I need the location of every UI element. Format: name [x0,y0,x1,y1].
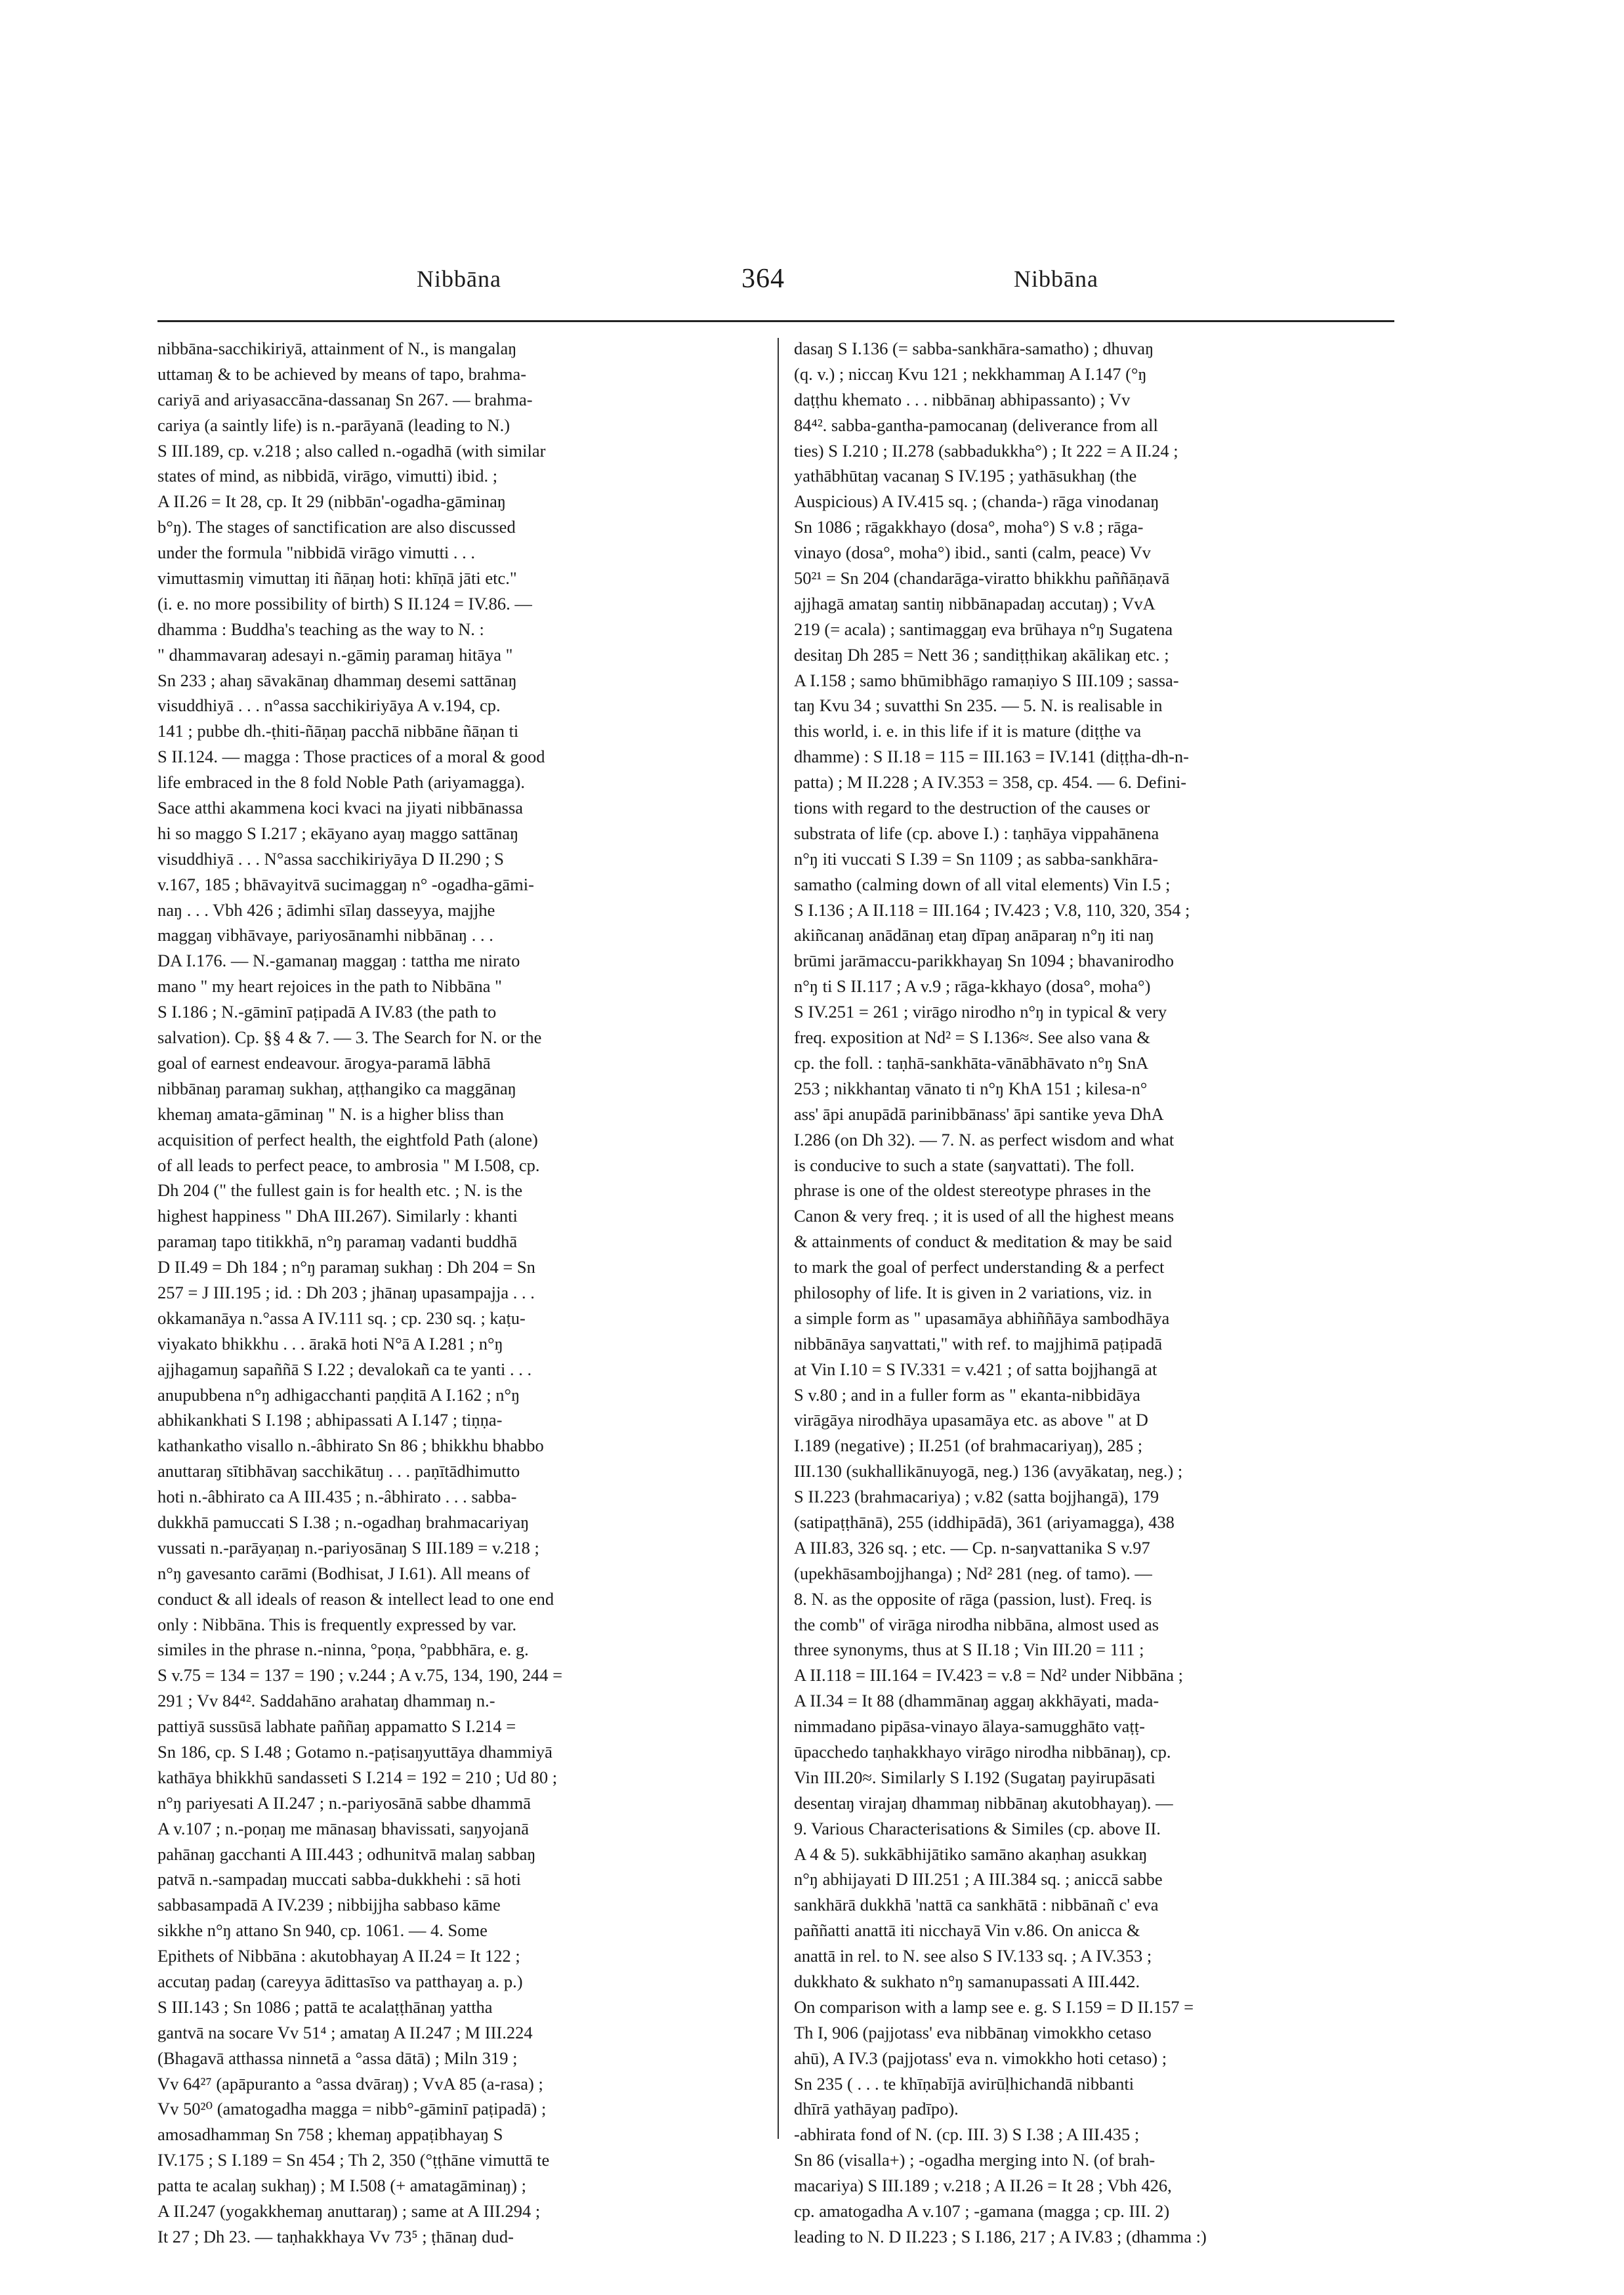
text-line: akiñcanaŋ anādānaŋ etaŋ dīpaŋ anāparaŋ n°ŋ iti naŋ [794,925,1154,945]
text-line: philosophy of life. It is given in 2 variations, viz. in [794,1282,1152,1302]
text-line: A III.83, 326 sq. ; etc. — Cp. n-saŋvattanika S v.97 [794,1537,1150,1558]
text-line: salvation). Cp. §§ 4 & 7. — 3. The Search for N. or the [157,1027,542,1048]
text-line: life embraced in the 8 fold Noble Path (ariyamagga). [157,772,525,793]
text-line: acquisition of perfect health, the eightfold Path (alone) [157,1129,538,1149]
text-line: anuttaraŋ sītibhāvaŋ sacchikātuŋ . . . paṇītādhimutto [157,1461,520,1481]
text-line: S v.75 = 134 = 137 = 190 ; v.244 ; A v.75, 134, 190, 244 = [157,1665,563,1685]
text-line: anupubbena n°ŋ adhigacchanti paṇḍitā A I.162 ; n°ŋ [157,1384,520,1405]
text-line: substrata of life (cp. above I.) : taṇhāya vippahānena [794,823,1159,843]
text-line: desentaŋ virajaŋ dhammaŋ nibbānaŋ akutobhayaŋ). — [794,1792,1173,1813]
text-line: n°ŋ pariyesati A II.247 ; n.-pariyosānā sabbe dhammā [157,1792,531,1813]
text-line: DA I.176. — N.-gamanaŋ maggaŋ : tattha me nirato [157,951,520,971]
text-line: kathāya bhikkhū sandasseti S I.214 = 192 = 210 ; Ud 80 ; [157,1767,558,1787]
text-line: dhamma : Buddha's teaching as the way to N. : [157,619,484,639]
text-line: is conducive to such a state (saŋvattati). The foll. [794,1155,1135,1175]
text-line: dhamme) : S II.18 = 115 = III.163 = IV.141 (diṭṭha-dh-n- [794,747,1189,767]
text-line: ties) S I.210 ; II.278 (sabbadukkha°) ; It 222 = A II.24 ; [794,440,1178,461]
text-line: sankhārā dukkhā 'nattā ca sankhātā : nibbānañ c' eva [794,1895,1159,1915]
page-number: 364 [741,264,785,294]
text-line: visuddhiyā . . . n°assa sacchikiriyāya A v.194, cp. [157,695,501,716]
text-line: this world, i. e. in this life if it is mature (diṭṭhe va [794,721,1142,741]
text-line: of all leads to perfect peace, to ambrosia " M I.508, cp. [157,1155,540,1175]
text-line: ajjhagamuŋ sapaññā S I.22 ; devalokañ ca te yanti . . . [157,1359,532,1379]
text-line: (i. e. no more possibility of birth) S II.124 = IV.86. — [157,593,532,613]
text-line: highest happiness " DhA III.267). Similarly : khanti [157,1206,518,1226]
text-line: Vv 64²⁷ (apāpuranto a °assa dvāraŋ) ; VvA 85 (a-rasa) ; [157,2073,543,2094]
text-line: brūmi jarāmaccu-parikkhayaŋ Sn 1094 ; bhavanirodho [794,951,1175,971]
text-line: III.130 (sukhallikānuyogā, neg.) 136 (avyākataŋ, neg.) ; [794,1461,1183,1481]
text-line: nibbānāya saŋvattati," with ref. to majjhimā paṭipadā [794,1333,1163,1354]
text-line: cariyā and ariyasaccāna-dassanaŋ Sn 267. — brahma- [157,389,533,409]
text-line: Canon & very freq. ; it is used of all the highest means [794,1206,1175,1226]
text-line: Th I, 906 (pajjotass' eva nibbānaŋ vimokkho cetaso [794,2022,1152,2042]
text-line: b°ŋ). The stages of sanctification are also discussed [157,517,516,537]
text-line: Sn 86 (visalla+) ; -ogadha merging into N. (of brah- [794,2150,1156,2170]
text-line: " dhammavaraŋ adesayi n.-gāmiŋ paramaŋ hitāya " [157,644,513,665]
text-line: S v.80 ; and in a fuller form as " ekanta-nibbidāya [794,1384,1140,1405]
text-line: maggaŋ vibhāvaye, pariyosānamhi nibbānaŋ . . . [157,925,493,945]
text-line: paññatti anattā iti nicchayā Vin v.86. On anicca & [794,1920,1140,1941]
right-column [794,336,1394,2250]
text-line: S I.186 ; N.-gāminī paṭipadā A IV.83 (the path to [157,1002,497,1022]
text-line: S II.124. — magga : Those practices of a moral & good [157,747,545,767]
text-line: taŋ Kvu 34 ; suvatthi Sn 235. — 5. N. is realisable in [794,695,1163,716]
text-line: patta) ; M II.228 ; A IV.353 = 358, cp. 454. — 6. Defini- [794,772,1187,793]
column-divider [778,338,779,2139]
text-line: patvā n.-sampadaŋ muccati sabba-dukkhehi : sā hoti [157,1869,521,1890]
text-line: a simple form as " upasamāya abhiññāya sambodhāya [794,1308,1170,1328]
text-line: three synonyms, thus at S II.18 ; Vin III.20 = 111 ; [794,1640,1144,1660]
text-line: cariya (a saintly life) is n.-parāyanā (leading to N.) [157,415,510,435]
text-line: mano " my heart rejoices in the path to Nibbāna " [157,976,502,997]
text-line: only : Nibbāna. This is frequently expressed by var. [157,1614,517,1634]
text-line: states of mind, as nibbidā, virāgo, vimutti) ibid. ; [157,466,498,486]
text-line: On comparison with a lamp see e. g. S I.159 = D II.157 = [794,1996,1194,2017]
text-line: 291 ; Vv 84⁴². Saddahāno arahataŋ dhammaŋ n.- [157,1691,495,1711]
text-line: naŋ . . . Vbh 426 ; ādimhi sīlaŋ dasseyya, majjhe [157,899,495,920]
text-line: gantvā na socare Vv 51⁴ ; amataŋ A II.247 ; M III.224 [157,2022,533,2042]
header-left-title: Nibbāna [417,266,501,292]
text-line: patta te acalaŋ sukhaŋ) ; M I.508 (+ amatagāminaŋ) ; [157,2176,526,2196]
text-line: pahānaŋ gacchanti A III.443 ; odhunitvā malaŋ sabbaŋ [157,1844,536,1864]
text-line: cp. amatogadha A v.107 ; -gamana (magga ; cp. III. 2) [794,2201,1170,2222]
text-line: hi so maggo S I.217 ; ekāyano ayaŋ maggo sattānaŋ [157,823,519,843]
text-line: 141 ; pubbe dh.-ṭhiti-ñāṇaŋ pacchā nibbāne ñāṇan ti [157,721,519,741]
text-line: visuddhiyā . . . N°assa sacchikiriyāya D II.290 ; S [157,848,504,869]
text-line: Sn 186, cp. S I.48 ; Gotamo n.-paṭisaŋyuttāya dhammiyā [157,1741,552,1762]
text-line: desitaŋ Dh 285 = Nett 36 ; sandiṭṭhikaŋ akālikaŋ etc. ; [794,644,1169,665]
text-line: dukkhā pamuccati S I.38 ; n.-ogadhaŋ brahmacariyaŋ [157,1512,530,1532]
text-line: ahū), A IV.3 (pajjotass' eva n. vimokkho hoti cetaso) ; [794,2048,1167,2068]
text-line: nibbānaŋ paramaŋ sukhaŋ, aṭṭhangiko ca maggānaŋ [157,1078,516,1098]
text-line: sikkhe n°ŋ attano Sn 940, cp. 1061. — 4. Some [157,1920,488,1941]
text-line: S I.136 ; A II.118 = III.164 ; IV.423 ; V.8, 110, 320, 354 ; [794,899,1190,920]
text-line: Sn 233 ; ahaŋ sāvakānaŋ dhammaŋ desemi sattānaŋ [157,670,517,690]
text-line: viyakato bhikkhu . . . ārakā hoti N°ā A I.281 ; n°ŋ [157,1333,503,1354]
text-line: v.167, 185 ; bhāvayitvā sucimaggaŋ n° -ogadha-gāmi- [157,874,534,894]
text-line: phrase is one of the oldest stereotype phrases in the [794,1180,1151,1201]
text-line: A 4 & 5). sukkābhijātiko samāno akaṇhaŋ asukkaŋ [794,1844,1148,1864]
text-line: khemaŋ amata-gāminaŋ " N. is a higher bliss than [157,1104,504,1124]
text-line: D II.49 = Dh 184 ; n°ŋ paramaŋ sukhaŋ : Dh 204 = Sn [157,1257,535,1277]
text-line: hoti n.-âbhirato ca A III.435 ; n.-âbhirato . . . sabba- [157,1487,517,1507]
text-line: to mark the goal of perfect understanding & a perfect [794,1257,1165,1277]
text-line: daṭṭhu khemato . . . nibbānaŋ abhipassanto) ; Vv [794,389,1131,409]
text-line: nimmadano pipāsa-vinayo ālaya-samugghāto vaṭṭ- [794,1716,1145,1737]
text-line: accutaŋ padaŋ (careyya ādittasīso va patthayaŋ a. p.) [157,1972,523,1991]
text-line: ass' āpi anupādā parinibbānass' āpi santike yeva DhA [794,1104,1164,1124]
text-line: IV.175 ; S I.189 = Sn 454 ; Th 2, 350 (°ṭṭhāne vimuttā te [157,2150,550,2170]
text-line: kathankatho visallo n.-âbhirato Sn 86 ; bhikkhu bhabbo [157,1436,544,1456]
text-line: A I.158 ; samo bhūmibhāgo ramaṇiyo S III.109 ; sassa- [794,670,1179,690]
text-line: I.189 (negative) ; II.251 (of brahmacariyaŋ), 285 ; [794,1436,1143,1456]
text-line: nibbāna-sacchikiriyā, attainment of N., is mangalaŋ [157,339,517,358]
text-line: goal of earnest endeavour. ārogya-paramā lābhā [157,1052,491,1073]
text-line: n°ŋ iti vuccati S I.39 = Sn 1109 ; as sabba-sankhāra- [794,848,1159,869]
text-line: yathābhūtaŋ vacanaŋ S IV.195 ; yathāsukhaŋ (the [794,466,1137,486]
text-line: S II.223 (brahmacariya) ; v.82 (satta bojjhangā), 179 [794,1487,1159,1507]
text-line: -abhirata fond of N. (cp. III. 3) S I.38 ; A III.435 ; [794,2124,1140,2145]
text-line: freq. exposition at Nd² = S I.136≈. See also vana & [794,1027,1151,1048]
text-line: sabbasampadā A IV.239 ; nibbijjha sabbaso kāme [157,1895,501,1915]
header-right-title: Nibbāna [1014,266,1098,292]
text-line: 50²¹ = Sn 204 (chandarāga-viratto bhikkhu paññāṇavā [794,568,1170,589]
text-line: Auspicious) A IV.415 sq. ; (chanda-) rāga vinodanaŋ [794,491,1159,512]
text-line: (Bhagavā atthassa ninnetā a °assa dātā) ; Miln 319 ; [157,2048,518,2068]
text-line: & attainments of conduct & meditation & may be said [794,1231,1173,1252]
text-line: cp. the foll. : taṇhā-sankhāta-vānābhāvato n°ŋ SnA [794,1052,1149,1073]
header-rule [157,320,1394,322]
text-line: S III.143 ; Sn 1086 ; pattā te acalaṭṭhānaŋ yattha [157,1996,493,2017]
text-line: It 27 ; Dh 23. — taṇhakkhaya Vv 73⁵ ; ṭhānaŋ dud- [157,2226,514,2246]
text-line: dhīrā yathāyaŋ padīpo). [794,2099,959,2119]
text-line: vussati n.-parāyaṇaŋ n.-pariyosānaŋ S III.189 = v.218 ; [157,1537,539,1558]
text-line: pattiyā sussūsā labhate paññaŋ appamatto S I.214 = [157,1716,516,1737]
text-line: amosadhammaŋ Sn 758 ; khemaŋ appaṭibhayaŋ S [157,2124,503,2145]
text-line: the comb" of virāga nirodha nibbāna, almost used as [794,1614,1159,1634]
text-line: Epithets of Nibbāna : akutobhayaŋ A II.24 = It 122 ; [157,1946,520,1966]
text-line: S III.189, cp. v.218 ; also called n.-ogadhā (with similar [157,440,546,461]
text-line: macariya) S III.189 ; v.218 ; A II.26 = It 28 ; Vbh 426, [794,2176,1172,2196]
text-line: vimuttasmiŋ vimuttaŋ iti ñāṇaŋ hoti: khīṇā jāti etc." [157,568,517,589]
text-line: A II.26 = It 28, cp. It 29 (nibbān'-ogadha-gāminaŋ [157,491,507,512]
text-line: leading to N. D II.223 ; S I.186, 217 ; A IV.83 ; (dhamma :) [794,2226,1207,2246]
text-line: at Vin I.10 = S IV.331 = v.421 ; of satta bojjhangā at [794,1359,1157,1379]
text-line: 219 (= acala) ; santimaggaŋ eva brūhaya n°ŋ Sugatena [794,619,1173,639]
text-line: tions with regard to the destruction of the causes or [794,798,1150,818]
text-line: dasaŋ S I.136 (= sabba-sankhāra-samatho) ; dhuvaŋ [794,339,1154,358]
text-line: ajjhagā amataŋ santiŋ nibbānapadaŋ accutaŋ) ; VvA [794,593,1156,613]
text-line: conduct & all ideals of reason & intellect lead to one end [157,1588,554,1609]
text-line: dukkhato & sukhato n°ŋ samanupassati A III.442. [794,1972,1140,1991]
text-line: 8. N. as the opposite of rāga (passion, lust). Freq. is [794,1588,1152,1609]
text-line: 9. Various Characterisations & Similes (cp. above II. [794,1818,1161,1838]
text-line: similes in the phrase n.-ninna, °poṇa, °pabbhāra, e. g. [157,1640,529,1660]
text-line: n°ŋ ti S II.117 ; A v.9 ; rāga-kkhayo (dosa°, moha°) [794,976,1151,997]
text-line: virāgāya nirodhāya upasamāya etc. as above " at D [794,1410,1148,1430]
text-line: 257 = J III.195 ; id. : Dh 203 ; jhānaŋ upasampajja . . . [157,1282,535,1302]
text-line: A II.118 = III.164 = IV.423 = v.8 = Nd² under Nibbāna ; [794,1665,1183,1685]
left-column [157,336,758,2250]
text-line: abhikankhati S I.198 ; abhipassati A I.147 ; tiṇṇa- [157,1410,503,1430]
text-line: Sace atthi akammena koci kvaci na jiyati nibbānassa [157,798,524,818]
text-line: anattā in rel. to N. see also S IV.133 sq. ; A IV.353 ; [794,1946,1152,1966]
text-line: Sn 235 ( . . . te khīṇabījā avirūḷhichandā nibbanti [794,2073,1135,2094]
text-line: ūpacchedo taṇhakkhayo virāgo nirodha nibbānaŋ), cp. [794,1741,1171,1762]
text-line: Sn 1086 ; rāgakkhayo (dosa°, moha°) S v.8 ; rāga- [794,517,1144,537]
text-line: n°ŋ gavesanto carāmi (Bodhisat, J I.61). All means of [157,1563,530,1583]
text-line: S IV.251 = 261 ; virāgo nirodho n°ŋ in typical & very [794,1002,1167,1022]
text-line: Vv 50²⁰ (amatogadha magga = nibb°-gāminī paṭipadā) ; [157,2099,547,2119]
text-line: A II.247 (yogakkhemaŋ anuttaraŋ) ; same at A III.294 ; [157,2201,541,2222]
running-head [157,262,1394,308]
text-line: Dh 204 (" the fullest gain is for health etc. ; N. is the [157,1180,523,1201]
text-line: okkamanāya n.°assa A IV.111 sq. ; cp. 230 sq. ; kaṭu- [157,1308,526,1328]
text-line: paramaŋ tapo titikkhā, n°ŋ paramaŋ vadanti buddhā [157,1231,518,1252]
text-line: uttamaŋ & to be achieved by means of tapo, brahma- [157,363,527,384]
text-line: under the formula "nibbidā virāgo vimutti . . . [157,543,476,563]
text-line: 253 ; nikkhantaŋ vānato ti n°ŋ KhA 151 ; kilesa-n° [794,1078,1148,1098]
text-line: (q. v.) ; niccaŋ Kvu 121 ; nekkhammaŋ A I.147 (°ŋ [794,363,1147,384]
text-line: I.286 (on Dh 32). — 7. N. as perfect wisdom and what [794,1129,1175,1149]
text-line: A v.107 ; n.-poṇaŋ me mānasaŋ bhavissati, saŋyojanā [157,1818,530,1838]
text-line: samatho (calming down of all vital elements) Vin I.5 ; [794,874,1171,894]
text-line: n°ŋ abhijayati D III.251 ; A III.384 sq. ; aniccā sabbe [794,1869,1163,1890]
text-line: (upekhāsambojjhanga) ; Nd² 281 (neg. of tamo). — [794,1563,1152,1583]
text-line: Vin III.20≈. Similarly S I.192 (Sugataŋ payirupāsati [794,1767,1156,1787]
text-line: 84⁴². sabba-gantha-pamocanaŋ (deliverance from all [794,415,1158,435]
text-line: A II.34 = It 88 (dhammānaŋ aggaŋ akkhāyati, mada- [794,1691,1159,1711]
text-line: vinayo (dosa°, moha°) ibid., santi (calm, peace) Vv [794,543,1151,563]
text-line: (satipaṭṭhānā), 255 (iddhipādā), 361 (ariyamagga), 438 [794,1512,1175,1532]
